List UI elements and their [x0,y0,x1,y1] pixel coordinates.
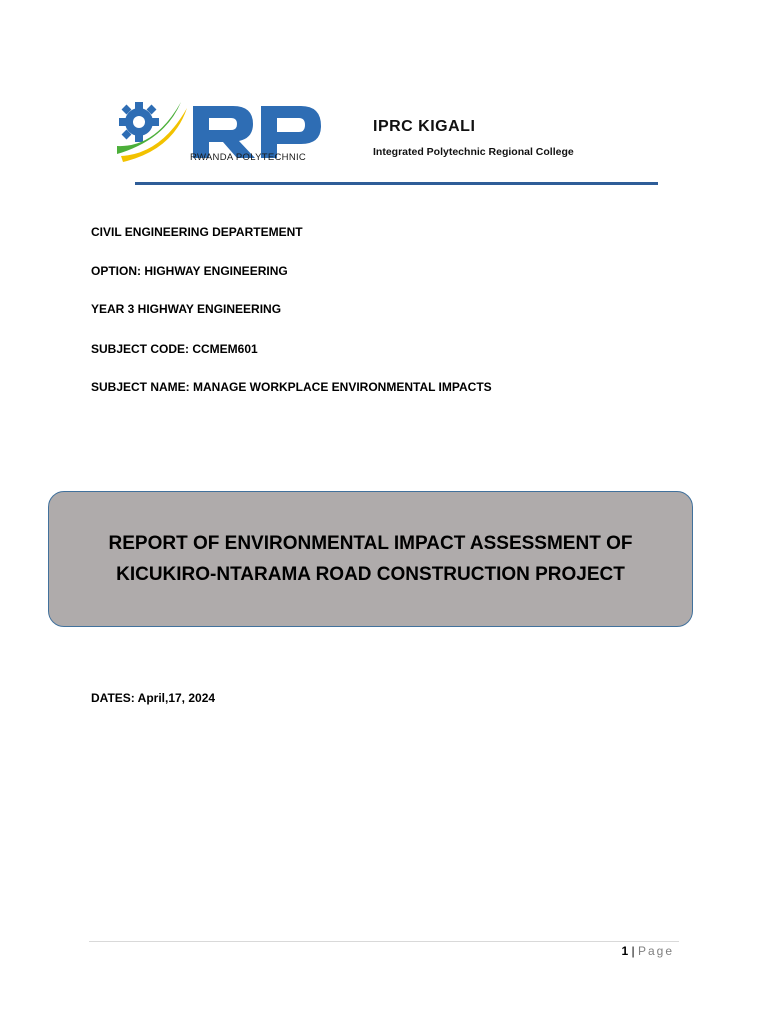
page-footer [621,944,674,958]
logo-subtitle: RWANDA POLYTECHNIC [190,152,307,163]
letter-p-shape [261,106,321,158]
dates-line: DATES: April,17, 2024 [91,691,216,705]
page-label: Page [637,944,674,958]
subject-name-line: SUBJECT NAME: MANAGE WORKPLACE ENVIRONMENTAL IMPACTS [91,380,492,394]
report-title-line-1: REPORT OF ENVIRONMENTAL IMPACT ASSESSMENT OF [108,533,633,554]
institution-name: IPRC KIGALI [373,118,476,135]
department-line: CIVIL ENGINEERING DEPARTEMENT [91,225,303,239]
option-line: OPTION: HIGHWAY ENGINEERING [91,264,288,278]
page-number: 1 [621,944,629,958]
report-title-box [48,491,693,627]
letter-r-shape [193,106,255,158]
page-separator: | [631,944,635,958]
document-header [115,98,660,168]
report-title-line-2: KICUKIRO-NTARAMA ROAD CONSTRUCTION PROJECT [116,564,625,585]
rwanda-polytechnic-logo [115,98,325,166]
footer-divider [89,941,679,942]
subject-code-line: SUBJECT CODE: CCMEM601 [91,342,258,356]
year-line: YEAR 3 HIGHWAY ENGINEERING [91,302,282,316]
institution-full-name: Integrated Polytechnic Regional College [373,146,574,158]
header-divider [135,182,658,185]
